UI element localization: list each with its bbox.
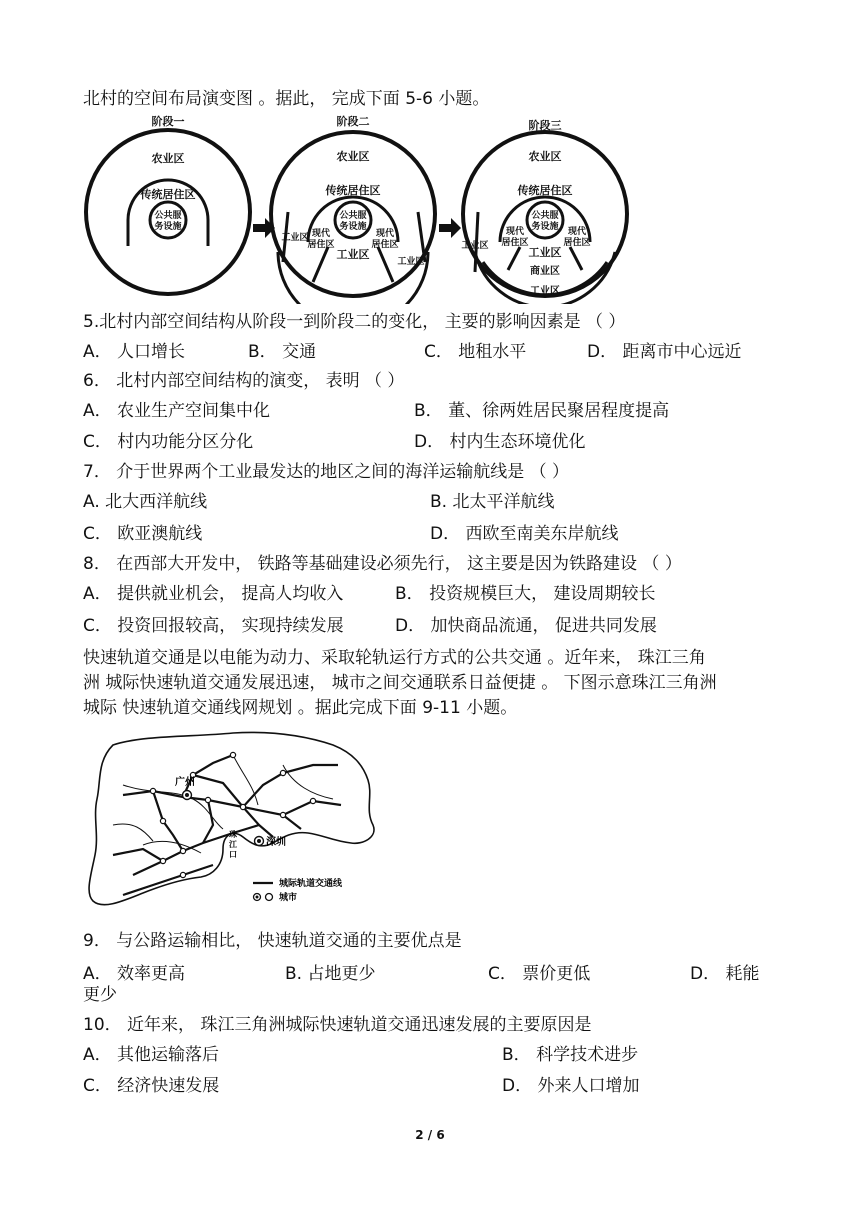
stage2-industry-left: 工业区 [281,233,309,243]
q8-stem: 8． 在西部大开发中， 铁路等基础建设必须先行， 这主要是因为铁路建设 （ ） [83,554,682,574]
q10-option-b[interactable]: B． 科学技术进步 [502,1045,639,1065]
svg-text:居住区: 居住区 [371,240,399,250]
q7-stem: 7． 介于世界两个工业最发达的地区之间的海洋运输航线是 （ ） [83,462,570,482]
stage1-title: 阶段一 [151,115,185,128]
svg-text:居住区: 居住区 [563,238,591,248]
svg-text:珠: 珠 [229,830,237,839]
stage3-residential: 传统居住区 [517,184,573,197]
q8-option-a[interactable]: A． 提供就业机会， 提高人均收入 [83,584,344,604]
intro-9-11-line1: 快速轨道交通是以电能为动力、采取轮轨运行方式的公共交通 。近年来， 珠江三角 [83,648,706,668]
svg-text:公共服: 公共服 [531,211,559,221]
stage3-industry: 工业区 [528,246,562,259]
legend-city: 城市 [279,893,298,903]
q5-stem: 5.北村内部空间结构从阶段一到阶段二的变化， 主要的影响因素是 （ ） [83,312,626,332]
stage3-title: 阶段三 [528,119,562,132]
stage3-industry-bottom: 工业区 [530,286,560,297]
svg-text:公共服: 公共服 [339,211,367,221]
stage2-industry: 工业区 [336,248,370,261]
svg-text:现代: 现代 [375,229,395,239]
svg-text:口: 口 [229,850,237,859]
city-shenzhen: 深圳 [266,837,286,848]
q5-option-c[interactable]: C． 地租水平 [424,342,527,362]
q10-option-a[interactable]: A． 其他运输落后 [83,1045,220,1065]
svg-text:居住区: 居住区 [307,240,335,250]
q6-option-b[interactable]: B． 董、徐两姓居民聚居程度提高 [414,401,670,421]
q8-option-c[interactable]: C． 投资回报较高， 实现持续发展 [83,616,344,636]
stage3-commerce: 商业区 [530,266,560,277]
q8-option-b[interactable]: B． 投资规模巨大， 建设周期较长 [395,584,656,604]
svg-text:务设施: 务设施 [531,222,559,232]
q6-stem: 6． 北村内部空间结构的演变， 表明 （ ） [83,371,405,391]
q7-option-a[interactable]: A. 北大西洋航线 [83,492,208,512]
svg-text:务设施: 务设施 [339,222,367,232]
stage2-residential: 传统居住区 [325,184,381,197]
intro-9-11-line3: 城际 快速轨道交通线网规划 。据此完成下面 9-11 小题。 [83,698,518,718]
svg-text:公共服: 公共服 [154,211,182,221]
stage1-residential: 传统居住区 [140,188,196,201]
q8-option-d[interactable]: D． 加快商品流通， 促进共同发展 [395,616,657,636]
legend-rail-line: 城际轨道交通线 [279,879,343,889]
q6-option-a[interactable]: A． 农业生产空间集中化 [83,401,271,421]
q9-option-d-wrap: 更少 [83,985,117,1005]
q6-option-d[interactable]: D． 村内生态环境优化 [414,432,586,452]
svg-text:务设施: 务设施 [154,222,182,232]
svg-text:现代: 现代 [567,227,587,237]
q9-option-d[interactable]: D． 耗能 [690,964,760,984]
intro-5-6: 北村的空间布局演变图 。据此， 完成下面 5-6 小题。 [83,89,490,109]
svg-text:居住区: 居住区 [501,238,529,248]
stage2-agri: 农业区 [336,150,370,163]
city-guangzhou: 广州 [175,777,195,788]
q5-option-b[interactable]: B． 交通 [248,342,317,362]
stage3-industry-left: 工业区 [461,241,489,251]
svg-text:江: 江 [229,840,237,849]
q10-option-d[interactable]: D． 外来人口增加 [502,1076,640,1096]
q10-option-c[interactable]: C． 经济快速发展 [83,1076,220,1096]
village-layout-figure [83,112,633,304]
stage3-agri: 农业区 [528,150,562,163]
q9-option-c[interactable]: C． 票价更低 [488,964,591,984]
stage1-agri: 农业区 [151,152,185,165]
stage2-industry-right: 工业区 [397,257,425,267]
q9-option-a[interactable]: A． 效率更高 [83,964,186,984]
svg-text:现代: 现代 [505,227,525,237]
q7-option-c[interactable]: C． 欧亚澳航线 [83,524,203,544]
intro-9-11-line2: 洲 城际快速轨道交通发展迅速， 城市之间交通联系日益便捷 。 下图示意珠江三角洲 [83,673,717,693]
q5-option-a[interactable]: A． 人口增长 [83,342,186,362]
prd-rail-map [83,725,383,921]
page-number: 2 / 6 [415,1128,445,1142]
q7-option-d[interactable]: D． 西欧至南美东岸航线 [430,524,619,544]
label-zhujiangkou [229,829,238,859]
q5-option-d[interactable]: D． 距离市中心远近 [587,342,742,362]
stage2-title: 阶段二 [336,115,370,128]
q9-option-b[interactable]: B. 占地更少 [285,964,376,984]
q9-stem: 9． 与公路运输相比， 快速轨道交通的主要优点是 [83,931,462,951]
q10-stem: 10． 近年来， 珠江三角洲城际快速轨道交通迅速发展的主要原因是 [83,1015,592,1035]
q6-option-c[interactable]: C． 村内功能分区分化 [83,432,254,452]
q7-option-b[interactable]: B. 北太平洋航线 [430,492,555,512]
svg-text:现代: 现代 [311,229,331,239]
